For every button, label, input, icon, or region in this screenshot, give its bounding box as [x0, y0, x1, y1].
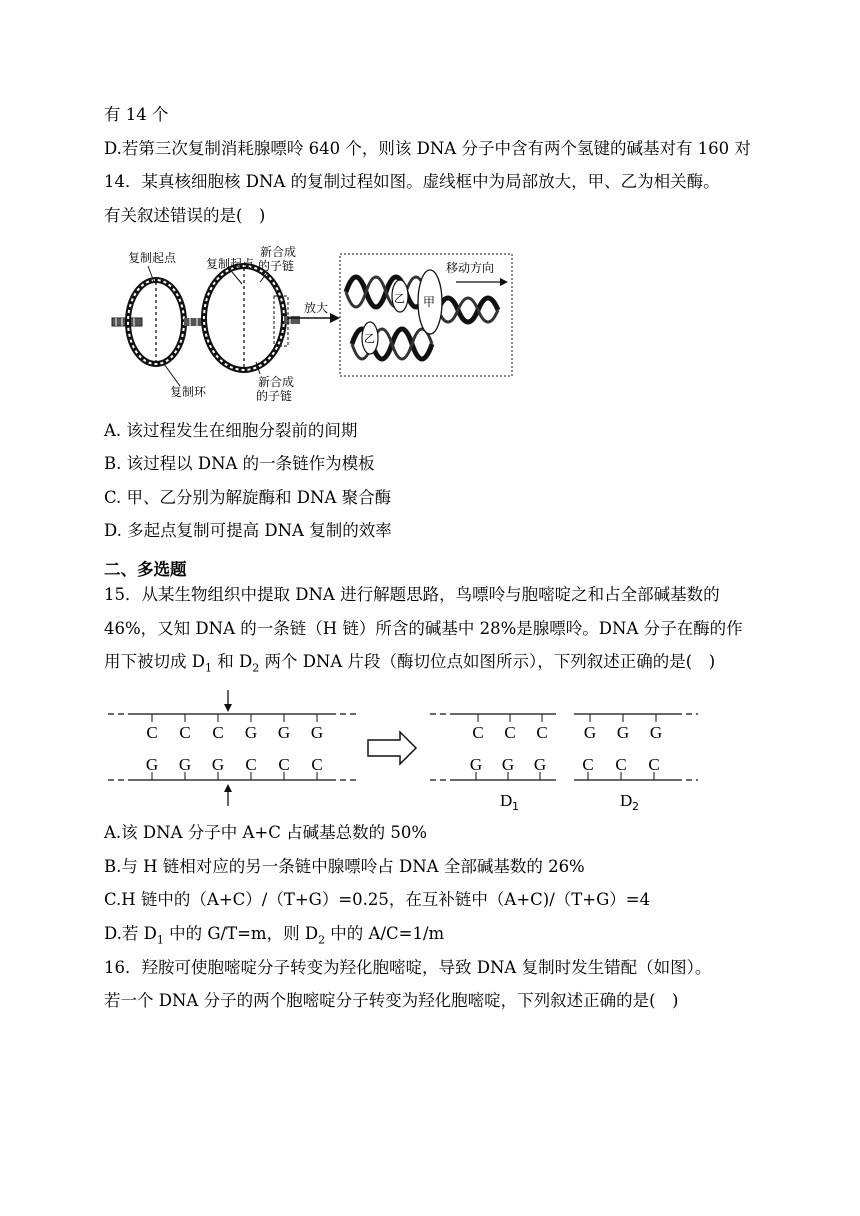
d1-bottom-base: G [533, 755, 547, 774]
q16-stem-line2: 若一个 DNA 分子的两个胞嘧啶分子转变为羟化胞嘧啶，下列叙述正确的是( ) [104, 991, 679, 1010]
q14-option-c: C. 甲、乙分别为解旋酶和 DNA 聚合酶 [104, 488, 392, 507]
d1-top-base: C [504, 723, 516, 742]
prev-option-c-tail: 有 14 个 [104, 105, 169, 124]
q15-option-c: C.H 链中的（A+C）/（T+G）=0.25，在互补链中（A+C)/（T+G）=4 [104, 890, 651, 909]
dna-middle [184, 318, 204, 326]
q14-replication-figure [108, 240, 514, 410]
q15-option-b: B.与 H 链相对应的另一条链中腺嘌呤占 DNA 全部碱基数的 26% [104, 857, 585, 876]
top-strand-base: G [244, 723, 258, 742]
label-loop: 复制环 [170, 385, 207, 399]
top-strand-base: C [146, 723, 158, 742]
bottom-strand-base: G [178, 755, 192, 774]
q15-stem-line3: 用下被切成 $D_1$ 和 $D_2$ 两个 DNA 片段（酶切位点如图所示），下列叙述正确的是( ) [104, 652, 716, 675]
d2-bottom-base: C [648, 755, 660, 774]
q14-stem-line1: 14．某真核细胞核 DNA 的复制过程如图。虚线框中为局部放大，甲、乙为相关酶。 [104, 172, 720, 191]
label-new-strand-bottom-2: 的子链 [256, 389, 293, 403]
label-enlarge: 放大 [304, 301, 329, 315]
d2-top-base: G [583, 723, 597, 742]
prev-option-d: D.若第三次复制消耗腺嘌呤 640 个，则该 DNA 分子中含有两个氢键的碱基对有 160 对 [104, 139, 751, 158]
d2-bottom-base: C [582, 755, 594, 774]
bottom-strand-base: C [278, 755, 290, 774]
enzyme-yi-upper-label: 乙 [394, 292, 405, 305]
d2-top-base: G [616, 723, 630, 742]
label-new-strand-bottom-1: 新合成 [258, 375, 295, 389]
q15-cut-figure [104, 686, 704, 812]
q15-stem-line2: 46%，又知 DNA 的一条链（H 链）所含的碱基中 28%是腺嘌呤。DNA 分子在酶的作 [104, 619, 743, 638]
q14-option-a: A. 该过程发生在细胞分裂前的间期 [104, 421, 358, 440]
q16-stem-line1: 16．羟胺可使胞嘧啶分子转变为羟化胞嘧啶，导致 DNA 复制时发生错配（如图）。 [104, 958, 712, 977]
d2-top-base: G [649, 723, 663, 742]
section-title: 二、多选题 [104, 560, 187, 579]
top-strand-base: G [310, 723, 324, 742]
label-new-strand-top-1: 新合成 [260, 245, 297, 259]
enlarged-view [340, 254, 512, 376]
d1-bottom-base: G [501, 755, 515, 774]
q15-option-d: D.若 $D_1$ 中的 G/T=m，则 $D_2$ 中的 A/C=1/m [104, 924, 445, 947]
enzyme-yi-lower-label: 乙 [364, 332, 375, 345]
enzyme-jia-label: 甲 [423, 295, 436, 309]
top-strand-base: G [277, 723, 291, 742]
d2-label-sub: 2 [632, 800, 639, 812]
d1-top-base: C [536, 723, 548, 742]
d2-label: D [620, 791, 633, 810]
label-origin-1: 复制起点 [128, 251, 177, 265]
transform-arrow [368, 732, 416, 764]
d1-top-base: C [472, 723, 484, 742]
top-strand-base: C [179, 723, 191, 742]
q14-option-b: B. 该过程以 DNA 的一条链作为模板 [104, 454, 375, 473]
q14-option-d: D. 多起点复制可提高 DNA 复制的效率 [104, 521, 392, 540]
q15-option-a: A.该 DNA 分子中 A+C 占碱基总数的 50% [104, 823, 428, 842]
top-strand-base: C [212, 723, 224, 742]
d2-bottom-base: C [615, 755, 627, 774]
bottom-strand-base: C [245, 755, 257, 774]
bottom-strand-base: G [211, 755, 225, 774]
q15-stem-line1: 15．从某生物组织中提取 DNA 进行解题思路，鸟嘌呤与胞嘧啶之和占全部碱基数的 [104, 585, 720, 604]
label-origin-2: 复制起点 [206, 257, 255, 271]
d1-label: D [500, 791, 513, 810]
bottom-strand-base: C [311, 755, 323, 774]
bottom-strand-base: G [145, 755, 159, 774]
d1-bottom-base: G [469, 755, 483, 774]
label-direction: 移动方向 [446, 261, 495, 275]
d1-label-sub: 1 [512, 800, 519, 812]
replication-bubble-large [204, 266, 284, 370]
q14-stem-line2: 有关叙述错误的是( ) [104, 206, 266, 225]
dna-stub-right [284, 316, 300, 324]
label-new-strand-top-2: 的子链 [258, 259, 295, 273]
